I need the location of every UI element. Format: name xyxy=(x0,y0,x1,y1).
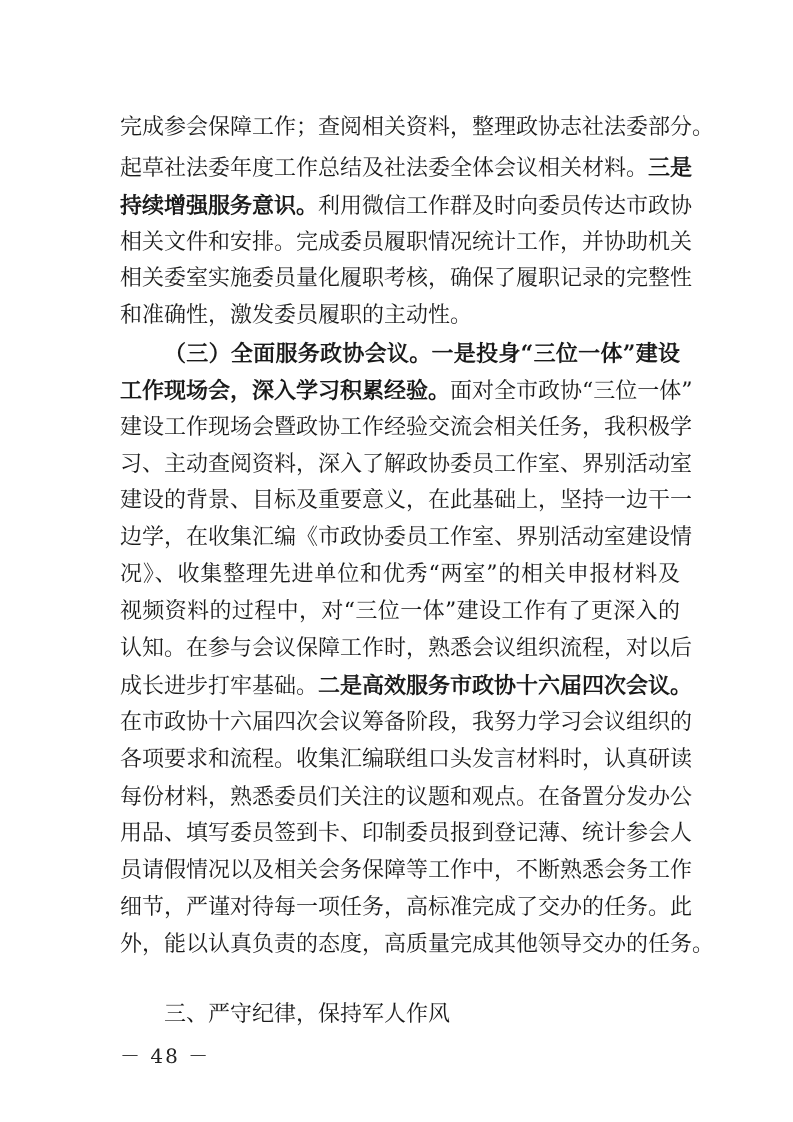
bold-text: （三）全面服务政协会议。一是投身“三位一体”建设 xyxy=(164,341,680,367)
text-line xyxy=(120,450,693,480)
text-span: 边学，在收集汇编《市政协委员工作室、界别活动室建设情 xyxy=(120,525,693,550)
text-span: 建设的背景、目标及重要意义，在此基础上，坚持一边干一 xyxy=(120,488,693,513)
text-line xyxy=(120,486,693,516)
bold-text: 二是高效服务市政协十六届四次会议。 xyxy=(318,673,693,699)
text-line xyxy=(120,930,715,960)
text-span: 用品、填写委员签到卡、印制委员报到登记薄、统计参会人 xyxy=(120,821,693,846)
text-line xyxy=(120,153,693,184)
text-line xyxy=(120,560,680,590)
text-line xyxy=(120,113,715,143)
text-span: 相关文件和安排。完成委员履职情况统计工作，并协助机关 xyxy=(120,230,693,255)
text-line xyxy=(120,264,693,294)
text-line xyxy=(120,893,693,923)
text-span: 面对全市政协“三位一体” xyxy=(450,379,693,404)
text-span: 相关委室实施委员量化履职考核，确保了履职记录的完整性 xyxy=(120,266,693,291)
text-span: 每份材料，熟悉委员们关注的议题和观点。在备置分发办公 xyxy=(120,785,693,810)
text-line xyxy=(120,745,693,775)
text-span: 完成参会保障工作；查阅相关资料，整理政协志社法委部分。 xyxy=(120,115,715,140)
text-span: 起草社法委年度工作总结及社法委全体会议相关材料。 xyxy=(120,156,649,181)
text-line xyxy=(120,856,693,886)
bold-text: 三是 xyxy=(648,155,693,181)
text-span: 习、主动查阅资料，深入了解政协委员工作室、界别活动室 xyxy=(120,452,693,477)
text-line xyxy=(120,671,693,702)
text-line xyxy=(120,819,693,849)
text-span: 成长进步打牢基础。 xyxy=(120,674,319,699)
text-line xyxy=(120,597,680,627)
text-span: 建设工作现场会暨政协工作经验交流会相关任务，我积极学 xyxy=(120,415,693,440)
text-line xyxy=(120,708,693,738)
text-span: 和准确性，激发委员履职的主动性。 xyxy=(120,303,473,328)
text-span: 利用微信工作群及时向委员传达市政协 xyxy=(318,194,693,219)
text-line xyxy=(120,228,693,258)
text-line xyxy=(120,634,693,664)
text-line xyxy=(120,301,680,331)
text-span: 员请假情况以及相关会务保障等工作中，不断熟悉会务工作 xyxy=(120,858,693,883)
text-line xyxy=(164,339,680,370)
bold-text: 持续增强服务意识。 xyxy=(120,193,319,219)
text-span: 况》、收集整理先进单位和优秀“两室”的相关申报材料及 xyxy=(120,562,680,587)
text-span: 认知。在参与会议保障工作时，熟悉会议组织流程，对以后 xyxy=(120,636,693,661)
bold-text: 工作现场会，深入学习积累经验。 xyxy=(120,378,451,404)
text-line xyxy=(120,376,693,407)
text-line xyxy=(120,783,693,813)
page-number: － 48 － xyxy=(120,1044,211,1068)
section-heading: 三、严守纪律，保持军人作风 xyxy=(164,1002,451,1027)
text-span: 在市政协十六届四次会议筹备阶段，我努力学习会议组织的 xyxy=(120,710,693,735)
text-line xyxy=(120,523,693,553)
text-span: 细节，严谨对待每一项任务，高标准完成了交办的任务。此 xyxy=(120,895,693,920)
text-span: 视频资料的过程中，对“三位一体”建设工作有了更深入的 xyxy=(120,599,680,624)
text-span: 外，能以认真负责的态度，高质量完成其他领导交办的任务。 xyxy=(120,932,715,957)
text-line xyxy=(120,413,693,443)
text-span: 各项要求和流程。收集汇编联组口头发言材料时，认真研读 xyxy=(120,747,693,772)
text-line xyxy=(120,191,693,222)
